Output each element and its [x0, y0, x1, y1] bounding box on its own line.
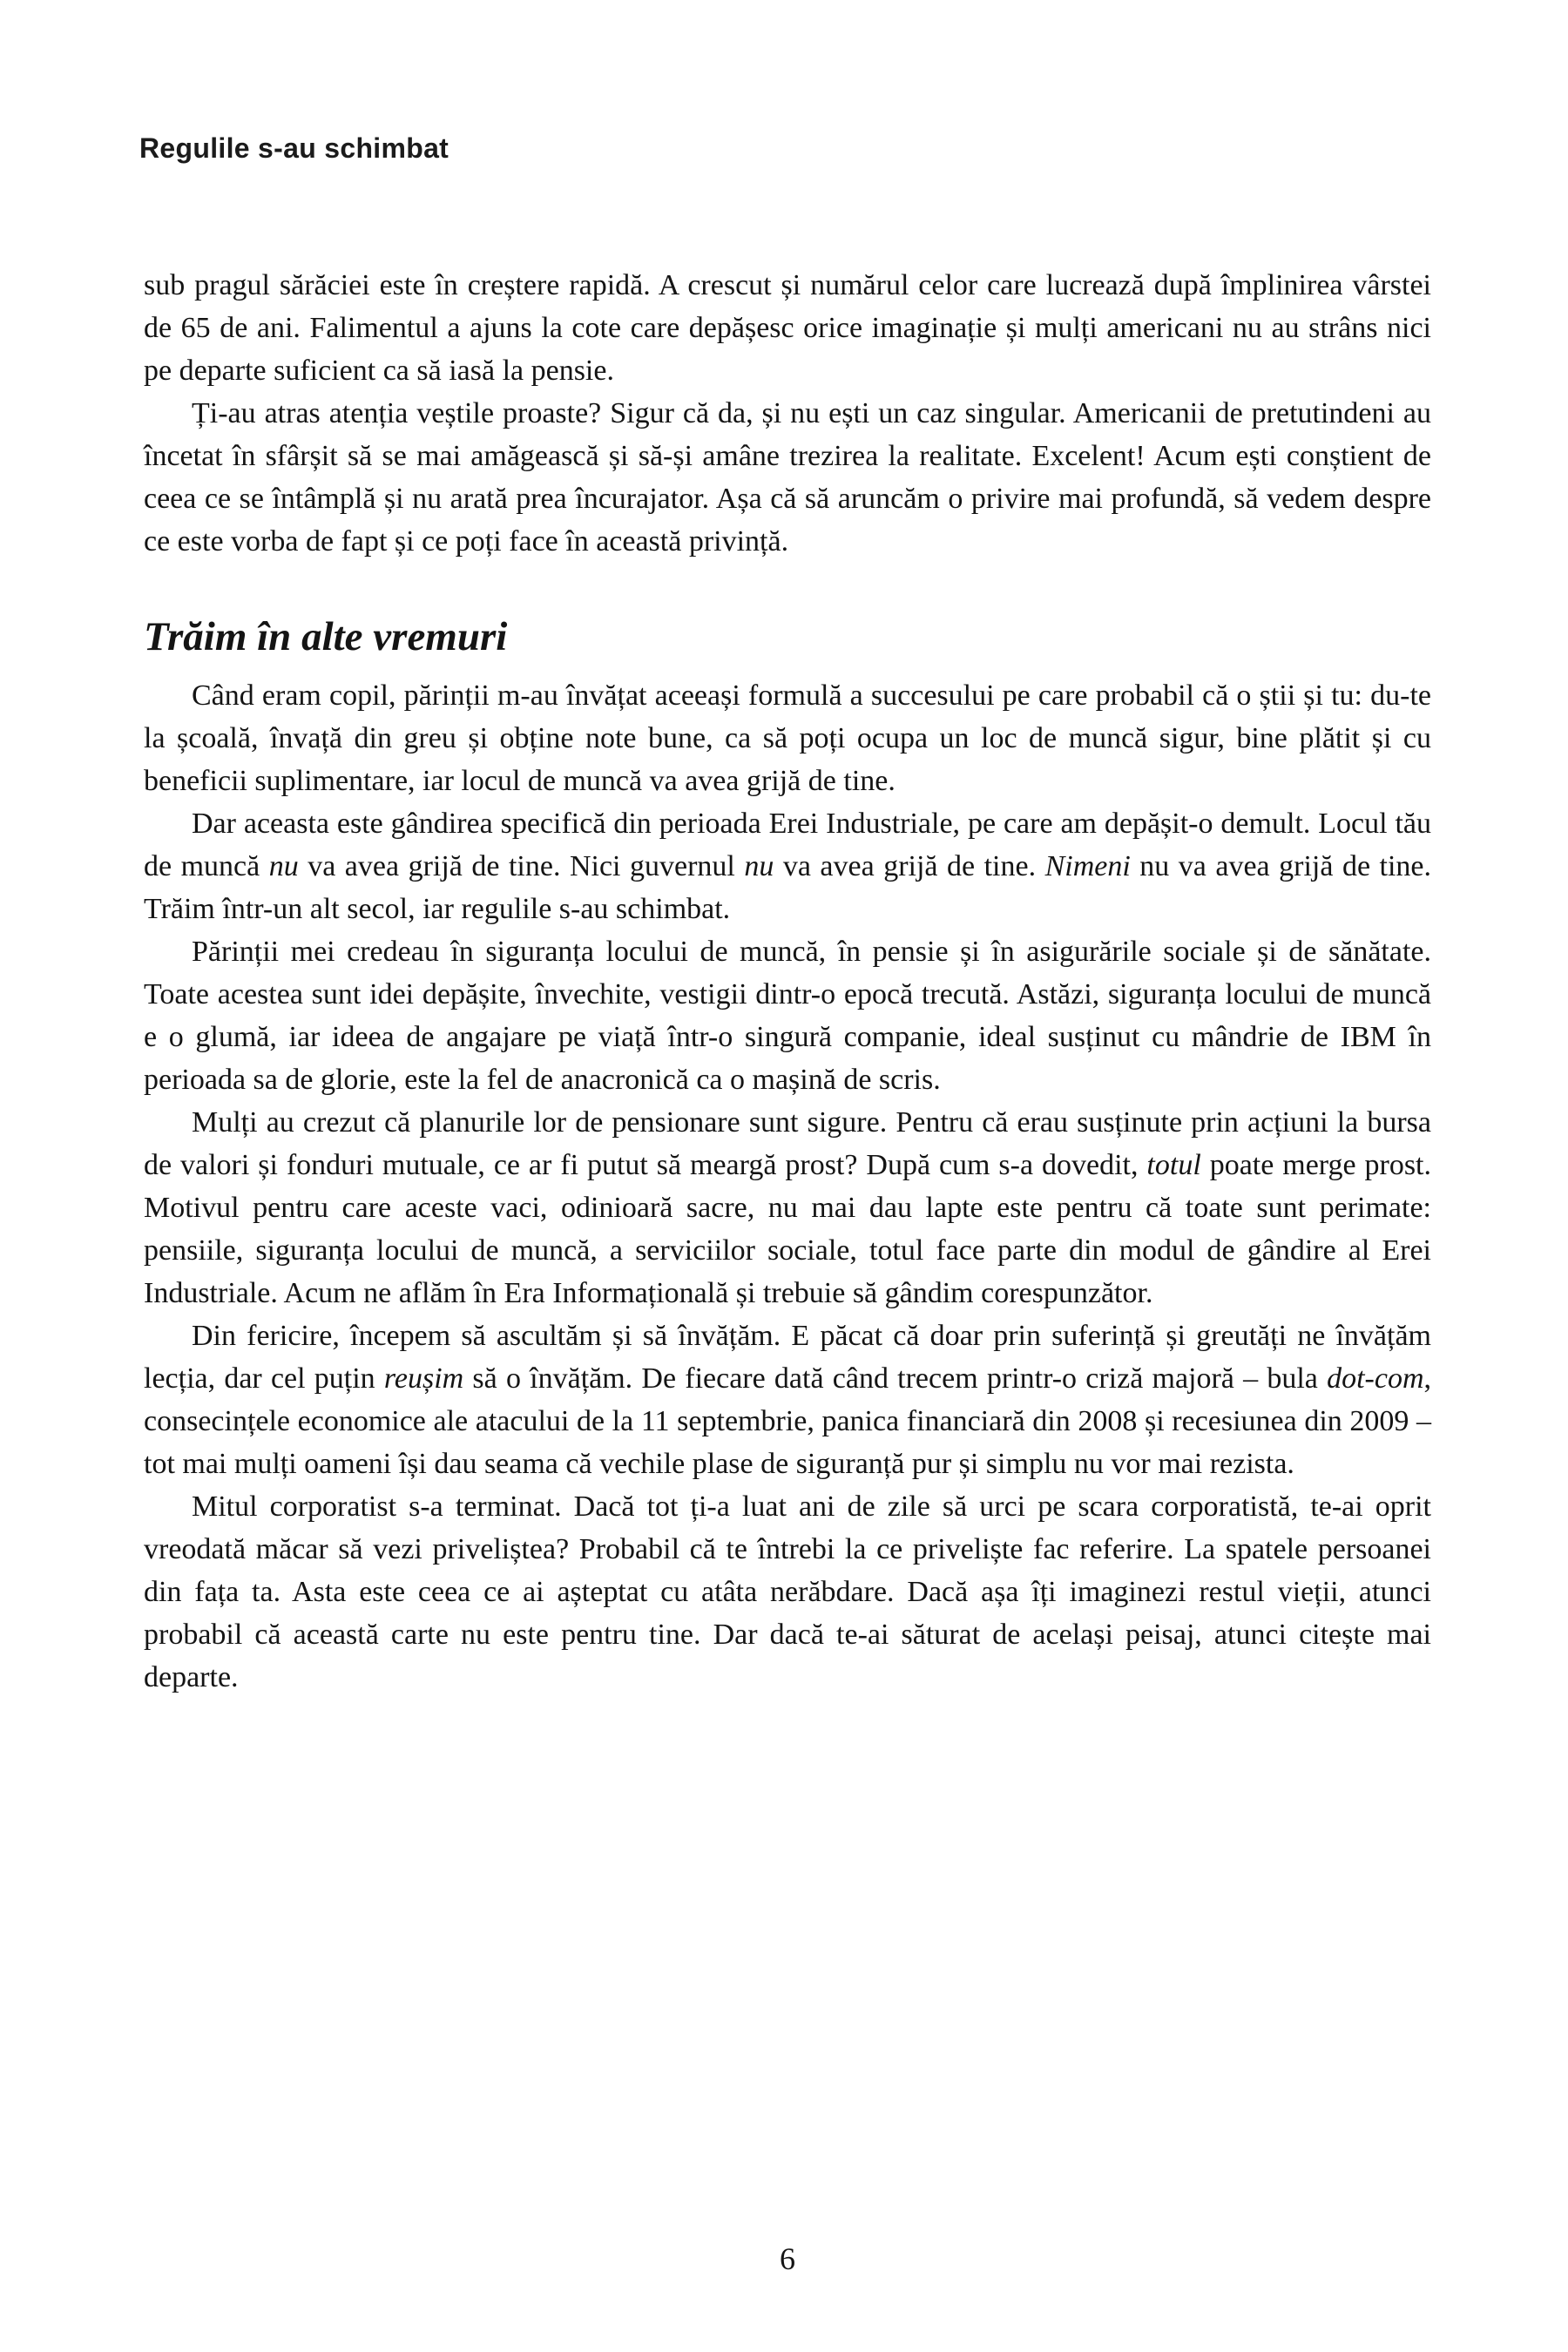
paragraph: Din fericire, începem să ascultăm și să învățăm. E păcat că doar prin suferință și greutăți ne învățăm lecția, dar cel puțin reușim să o învățăm. De fiecare dată când trecem printr-o criză majoră – bula dot-com, consecințele economice ale atacului de la 11 septembrie, panica financiară din 2008 și recesiunea din 2009 – tot mai mulți oameni își dau seama că vechile plase de siguranță pur și simplu nu vor mai rezista. — [144, 1320, 1431, 1480]
paragraph: Mitul corporatist s-a terminat. Dacă tot ți-a luat ani de zile să urci pe scara corporatistă, te-ai oprit vreodată măcar să vezi priveliștea? Probabil că te întrebi la ce priveliște fac referire. La spatele persoanei din fața ta. Asta este ceea ce ai așteptat cu atâta nerăbdare. Dacă așa îți imaginezi restul vieții, atunci probabil că această carte nu este pentru tine. Dar dacă te-ai săturat de același peisaj, atunci citește mai departe. — [144, 1490, 1431, 1693]
body-paragraphs-top — [144, 264, 1431, 563]
paragraph: Părinții mei credeau în siguranța locului de muncă, în pensie și în asigurările sociale și de sănătate. Toate acestea sunt idei depășite, învechite, vestigii dintr-o epocă trecută. Astăzi, siguranța locului de muncă e o glumă, iar ideea de angajare pe viață într-o singură companie, ideal susținut cu mândrie de IBM în perioada sa de glorie, este la fel de anacronică ca o mașină de scris. — [144, 936, 1431, 1096]
page-number: 6 — [780, 2241, 795, 2276]
running-header: Regulile s-au schimbat — [139, 132, 449, 164]
paragraph: sub pragul sărăciei este în creștere rapidă. A crescut și numărul celor care lucrează după împlinirea vârstei de 65 de ani. Falimentul a ajuns la cote care depășesc orice imaginație și mulți americani nu au strâns nici pe departe suficient ca să iasă la pensie. — [144, 269, 1431, 387]
text-block — [144, 264, 1431, 1699]
paragraph: Dar aceasta este gândirea specifică din perioada Erei Industriale, pe care am depășit-o demult. Locul tău de muncă nu va avea grijă de tine. Nici guvernul nu va avea grijă de tine. Nimeni nu va avea grijă de tine. Trăim într-un alt secol, iar regulile s-au schimbat. — [144, 808, 1432, 925]
paragraph: Mulți au crezut că planurile lor de pensionare sunt sigure. Pentru că erau susținute prin acțiuni la bursa de valori și fonduri mutuale, ce ar fi putut să meargă prost? După cum s-a dovedit, totul poate merge prost. Motivul pentru care aceste vaci, odinioară sacre, nu mai dau lapte este pentru că toate sunt perimate: pensiile, siguranța locului de muncă, a serviciilor sociale, totul face parte din modul de gândire al Erei Industriale. Acum ne aflăm în Era Informațională și trebuie să gândim corespunzător. — [144, 1106, 1432, 1309]
section-heading: Trăim în alte vremuri — [144, 614, 508, 659]
paragraph: Ți-au atras atenția veștile proaste? Sigur că da, și nu ești un caz singular. Americanii de pretutindeni au încetat în sfârșit să se mai amăgească și să-și amâne trezirea la realitate. Excelent! Acum ești conștient de ceea ce se întâmplă și nu arată prea încurajator. Așa că să aruncăm o privire mai profundă, să vedem despre ce este vorba de fapt și ce poți face în această privință. — [144, 397, 1431, 558]
paragraph: Când eram copil, părinții m-au învățat aceeași formulă a succesului pe care probabil că o știi și tu: du-te la școală, învață din greu și obține note bune, ca să poți ocupa un loc de muncă sigur, bine plătit și cu beneficii suplimentare, iar locul de muncă va avea grijă de tine. — [144, 679, 1431, 797]
body-paragraphs-bottom — [144, 674, 1431, 1699]
